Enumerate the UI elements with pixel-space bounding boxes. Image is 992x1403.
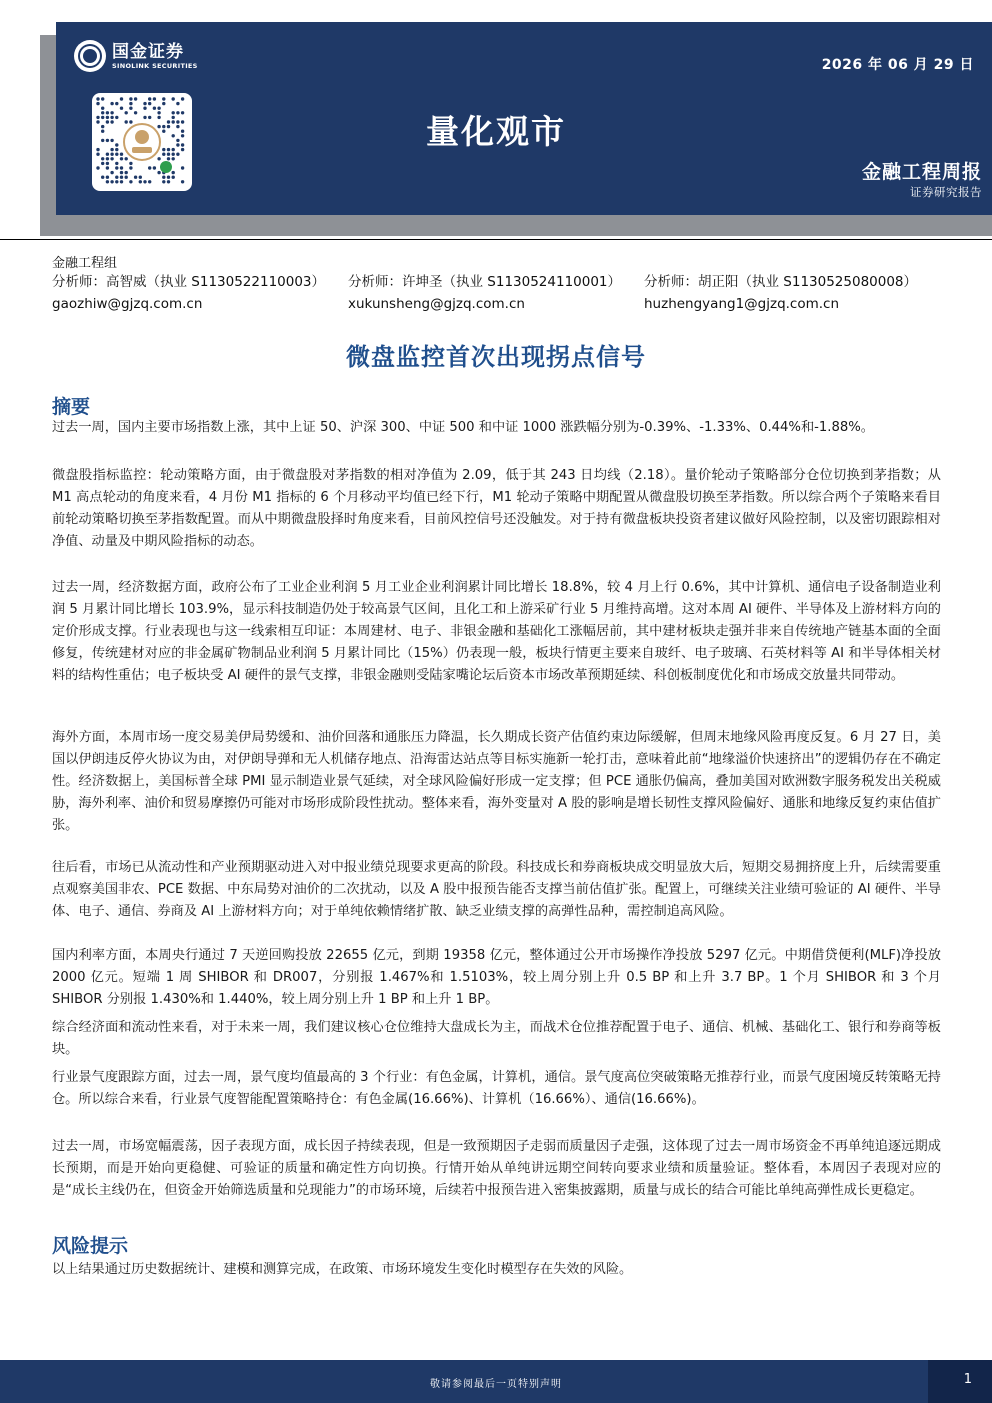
summary-paragraph: 行业景气度跟踪方面，过去一周，景气度均值最高的 3 个行业：有色金属，计算机，通信。景气度高位突破策略无推荐行业，而景气度困境反转策略无持仓。所以综合来看，行业景气度智能配置策略持仓：有色金属(16.66%)、计算机（16.66%）、通信(16.66%)。 (52, 1070, 941, 1107)
footer-disclaimer-link[interactable]: 敬请参阅最后一页特别声明 (430, 1379, 562, 1390)
summary-heading: 摘要 (52, 396, 91, 418)
analyst-credential: 分析师：高智威（执业 S1130522110003） (52, 274, 326, 290)
page-number-badge (928, 1360, 992, 1403)
risk-paragraph: 以上结果通过历史数据统计、建模和测算完成，在政策、市场环境发生变化时模型存在失效的风险。 (52, 1262, 633, 1277)
risk-heading: 风险提示 (52, 1235, 129, 1257)
analyst-block (52, 271, 325, 315)
summary-paragraph: 过去一周，经济数据方面，政府公布了工业企业利润 5 月工业企业利润累计同比增长 18.8%，较 4 月上行 0.6%，其中计算机、通信电子设备制造业利润 5 月累计同比增长 103.9%，显示科技制造仍处于较高景气区间，且化工和上游采矿行业 5 月维持高增。这对本周 AI 硬件、半导体及上游材料方向的定价形成支撑。行业表现也与这一线索相互印证：本周建材、电子、非银金融和基础化工涨幅居前，其中建材板块走强并非来自传统地产链基本面的全面修复，传统建材对应的非金属矿物制品业利润 5 月累计同比（15%）仍表现一般，板块行情更主要来自玻纤、电子玻璃、石英材料等 AI 和半导体相关材料的结构性重估；电子板块受 AI 硬件的景气支撑，非银金融则受陆家嘴论坛后资本市场改革预期延续、科创板制度优化和市场成交放量共同带动。 (52, 580, 941, 683)
logo-english-name: SINOLINK SECURITIES (112, 62, 198, 70)
header-divider (0, 239, 992, 240)
logo-chinese-name: 国金证券 (112, 42, 184, 62)
analyst-block (644, 271, 917, 315)
summary-paragraph: 往后看，市场已从流动性和产业预期驱动进入对中报业绩兑现要求更高的阶段。科技成长和券商板块成交明显放大后，短期交易拥挤度上升，后续需要重点观察美国非农、PCE 数据、中东局势对油价的二次扰动，以及 A 股中报预告能否支撑当前估值扩张。配置上，可继续关注业绩可验证的 AI 硬件、半导体、电子、通信、券商及 AI 上游材料方向；对于单纯依赖情绪扩散、缺乏业绩支撑的高弹性品种，需控制追高风险。 (52, 860, 941, 919)
page-number: 1 (963, 1372, 972, 1387)
summary-paragraph: 海外方面，本周市场一度交易美伊局势缓和、油价回落和通胀压力降温，长久期成长资产估值约束边际缓解，但周末地缘风险再度反复。6 月 27 日，美国以伊朗违反停火协议为由，对伊朗导弹和无人机储存地点、沿海雷达站点等目标实施新一轮打击，意味着此前“地缘溢价快速挤出”的逻辑仍存在不确定性。经济数据上，美国标普全球 PMI 显示制造业景气延续，对全球风险偏好形成一定支撑；但 PCE 通胀仍偏高，叠加美国对欧洲数字服务税发出关税威胁，海外利率、油价和贸易摩擦仍可能对市场形成阶段性扰动。整体来看，海外变量对 A 股的影响是增长韧性支撑风险偏好、通胀和地缘反复约束估值扩张。 (52, 730, 941, 833)
report-headline: 微盘监控首次出现拐点信号 (346, 343, 646, 371)
report-subtype: 证券研究报告 (910, 185, 982, 199)
summary-paragraph: 过去一周，市场宽幅震荡，因子表现方面，成长因子持续表现，但是一致预期因子走弱而质量因子走强，这体现了过去一周市场资金不再单纯追逐远期成长预期，而是开始向更稳健、可验证的质量和确定性方向切换。行情开始从单纯讲远期空间转向要求业绩和质量验证。整体看，本周因子表现对应的是“成长主线仍在，但资金开始筛选质量和兑现能力”的市场环境，后续若中报预告进入密集披露期，质量与成长的结合可能比单纯高弹性成长更稳定。 (52, 1139, 941, 1198)
summary-paragraph: 综合经济面和流动性来看，对于未来一周，我们建议核心仓位维持大盘成长为主，而战术仓位推荐配置于电子、通信、机械、基础化工、银行和券商等板块。 (52, 1020, 941, 1057)
analyst-email-link[interactable]: gaozhiw@gjzq.com.cn (52, 296, 203, 312)
analyst-block (348, 271, 621, 315)
summary-paragraph: 国内利率方面，本周央行通过 7 天逆回购投放 22655 亿元，到期 19358 亿元，整体通过公开市场操作净投放 5297 亿元。中期借贷便利(MLF)净投放 2000 亿元。短端 1 周 SHIBOR 和 DR007，分别报 1.467%和 1.5103%，较上周分别上升 0.5 BP 和上升 3.7 BP。1 个月 SHIBOR 和 3 个月 SHIBOR 分别报 1.430%和 1.440%，较上周分别上升 1 BP 和上升 1 BP。 (52, 948, 941, 1007)
analyst-email-link[interactable]: huzhengyang1@gjzq.com.cn (644, 296, 840, 312)
analyst-credential: 分析师：胡正阳（执业 S1130525080008） (644, 274, 918, 290)
report-series-title: 量化观市 (426, 112, 566, 151)
company-logo (74, 40, 198, 72)
analyst-email-link[interactable]: xukunsheng@gjzq.com.cn (348, 296, 525, 312)
team-name: 金融工程组 (52, 256, 118, 271)
analyst-credential: 分析师：许坤圣（执业 S1130524110001） (348, 274, 622, 290)
report-date: 2026 年 06 月 29 日 (821, 57, 974, 73)
report-type: 金融工程周报 (861, 161, 982, 183)
summary-paragraph: 微盘股指标监控：轮动策略方面，由于微盘股对茅指数的相对净值为 2.09，低于其 243 日均线（2.18）。量价轮动子策略部分仓位切换到茅指数；从 M1 高点轮动的角度来看，4 月份 M1 指标的 6 个月移动平均值已经下行，M1 轮动子策略中期配置从微盘股切换至茅指数。所以综合两个子策略来看目前轮动策略切换至茅指数配置。而从中期微盘股择时角度来看，目前风控信号还没触发。对于持有微盘板块投资者建议做好风险控制，以及密切跟踪相对净值、动量及中期风险指标的动态。 (52, 468, 941, 549)
summary-paragraph: 过去一周，国内主要市场指数上涨，其中上证 50、沪深 300、中证 500 和中证 1000 涨跌幅分别为-0.39%、-1.33%、0.44%和-1.88%。 (52, 420, 874, 435)
logo-mark-icon (74, 40, 106, 72)
